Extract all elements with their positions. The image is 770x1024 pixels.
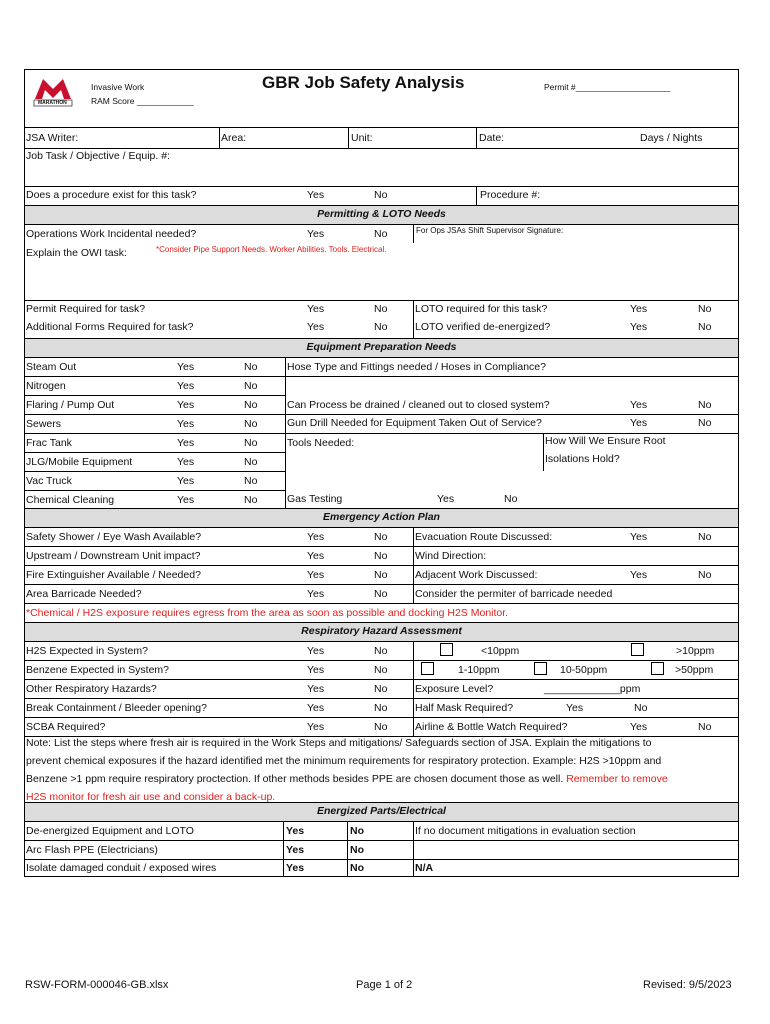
respiratory-note-red-1: Remember to remove (566, 773, 668, 785)
equipment-item-label: JLG/Mobile Equipment (26, 456, 133, 468)
respiratory-item-label: Break Containment / Bleeder opening? (26, 702, 207, 714)
gun-drill-yes[interactable]: Yes (630, 417, 648, 429)
equipment-item-yes[interactable]: Yes (177, 418, 195, 430)
evacuation-yes[interactable]: Yes (630, 531, 648, 543)
ram-score-label: RAM Score ____________ (91, 96, 194, 106)
emergency-item-no[interactable]: No (374, 588, 388, 600)
equipment-item-yes[interactable]: Yes (177, 399, 195, 411)
respiratory-item-no[interactable]: No (374, 683, 388, 695)
electrical-item-yes[interactable]: Yes (286, 843, 305, 856)
respiratory-note-red-2: H2S monitor for fresh air use and consider a back-up. (26, 791, 276, 803)
jsa-form (24, 69, 739, 877)
gt50ppm-label: >50ppm (675, 664, 714, 676)
gas-testing-yes[interactable]: Yes (437, 493, 455, 505)
emergency-item-yes[interactable]: Yes (307, 588, 325, 600)
owi-needed-label: Operations Work Incidental needed? (26, 228, 197, 240)
half-mask-no[interactable]: No (634, 702, 648, 714)
equipment-item-yes[interactable]: Yes (177, 475, 195, 487)
electrical-item-label: Isolate damaged conduit / exposed wires (26, 862, 217, 874)
electrical-item-no[interactable]: No (350, 862, 364, 874)
procedure-exist-label: Does a procedure exist for this task? (26, 189, 197, 201)
equipment-item-no[interactable]: No (244, 380, 258, 392)
loto-verified-label: LOTO verified de-energized? (415, 321, 551, 333)
page-title: GBR Job Safety Analysis (262, 73, 465, 92)
drained-yes[interactable]: Yes (630, 399, 648, 411)
date-label: Date: (479, 132, 505, 144)
respiratory-item-no[interactable]: No (374, 645, 388, 657)
gt10ppm-label: >10ppm (676, 645, 715, 657)
no-document-note: If no document mitigations in evaluation section (415, 825, 636, 837)
equipment-item-label: Flaring / Pump Out (26, 399, 115, 411)
root-isolation-label-2: Isolations Hold? (545, 453, 620, 465)
emergency-item-label: Safety Shower / Eye Wash Available? (26, 531, 202, 543)
loto-required-label: LOTO required for this task? (415, 303, 548, 315)
equipment-item-label: Steam Out (26, 361, 77, 373)
airline-label: Airline & Bottle Watch Required? (415, 721, 568, 733)
respiratory-item-yes[interactable]: Yes (307, 702, 325, 714)
loto-required-yes[interactable]: Yes (630, 303, 648, 315)
gun-drill-label: Gun Drill Needed for Equipment Taken Out of Service? (287, 417, 542, 429)
loto-required-no[interactable]: No (698, 303, 712, 315)
equipment-item-yes[interactable]: Yes (177, 361, 195, 373)
emergency-item-yes[interactable]: Yes (307, 569, 325, 581)
lt10ppm-label: <10ppm (481, 645, 520, 657)
loto-verified-yes[interactable]: Yes (630, 321, 648, 333)
tools-needed-label: Tools Needed: (287, 437, 355, 449)
respiratory-item-no[interactable]: No (374, 702, 388, 714)
additional-forms-label: Additional Forms Required for task? (26, 321, 194, 333)
equipment-item-label: Chemical Cleaning (26, 494, 115, 506)
equipment-item-no[interactable]: No (244, 361, 258, 373)
permit-required-yes[interactable]: Yes (307, 303, 325, 315)
drained-label: Can Process be drained / cleaned out to closed system? (287, 399, 550, 411)
1-10ppm-checkbox[interactable] (421, 662, 434, 675)
owi-yes[interactable]: Yes (307, 228, 325, 240)
evacuation-label: Evacuation Route Discussed: (415, 531, 553, 543)
exposure-level-field[interactable]: _____________ppm (544, 683, 641, 695)
ops-signature-label: For Ops JSAs Shift Supervisor Signature: (416, 226, 564, 235)
adjacent-work-label: Adjacent Work Discussed: (415, 569, 538, 581)
equipment-item-label: Nitrogen (26, 380, 66, 392)
electrical-section-title: Energized Parts/Electrical (317, 805, 446, 817)
emergency-item-label: Area Barricade Needed? (26, 588, 142, 600)
hose-label: Hose Type and Fittings needed / Hoses in Compliance? (287, 361, 546, 373)
airline-no[interactable]: No (698, 721, 712, 733)
electrical-item-label: Arc Flash PPE (Electricians) (26, 843, 158, 856)
respiratory-item-yes[interactable]: Yes (307, 645, 325, 657)
equipment-item-yes[interactable]: Yes (177, 494, 195, 506)
root-isolation-label-1: How Will We Ensure Root (545, 435, 666, 447)
explain-owi-label: Explain the OWI task: (26, 247, 127, 259)
form-id: RSW-FORM-000046-GB.xlsx (25, 979, 169, 991)
equipment-item-yes[interactable]: Yes (177, 380, 195, 392)
additional-forms-no[interactable]: No (374, 321, 388, 333)
equipment-item-label: Frac Tank (26, 437, 72, 449)
respiratory-note-line-2: prevent chemical exposures if the hazard identified met the minimum requirements for respiratory protection. Example: H2S >10ppm and (26, 755, 662, 767)
respiratory-item-label: Benzene Expected in System? (26, 664, 170, 676)
page-number: Page 1 of 2 (356, 979, 413, 991)
additional-forms-yes[interactable]: Yes (307, 321, 325, 333)
electrical-item-no[interactable]: No (350, 825, 364, 837)
respiratory-note-line-3-text: Benzene >1 ppm require respiratory proctection. If other methods besides PPE are chosen document those as well. (26, 773, 564, 785)
equipment-item-no[interactable]: No (244, 418, 258, 430)
h2s-egress-note: *Chemical / H2S exposure requires egress from the area as soon as possible and docking H2S Monitor. (26, 607, 509, 619)
jsa-writer-label: JSA Writer: (26, 132, 79, 144)
respiratory-item-yes[interactable]: Yes (307, 683, 325, 695)
airline-yes[interactable]: Yes (630, 721, 648, 733)
respiratory-section-title: Respiratory Hazard Assessment (301, 625, 462, 637)
drained-no[interactable]: No (698, 399, 712, 411)
adjacent-work-yes[interactable]: Yes (630, 569, 648, 581)
job-task-label: Job Task / Objective / Equip. #: (26, 150, 170, 162)
1-10ppm-label: 1-10ppm (458, 664, 500, 676)
lt10ppm-checkbox[interactable] (440, 643, 453, 656)
10-50ppm-label: 10-50ppm (560, 664, 608, 676)
electrical-item-no[interactable]: No (350, 843, 364, 856)
gun-drill-no[interactable]: No (698, 417, 712, 429)
equipment-item-label: Sewers (26, 418, 62, 430)
emergency-item-no[interactable]: No (374, 569, 388, 581)
equipment-item-yes[interactable]: Yes (177, 456, 195, 468)
respiratory-item-no[interactable]: No (374, 721, 388, 733)
emergency-item-no[interactable]: No (374, 531, 388, 543)
respiratory-item-label: H2S Expected in System? (26, 645, 148, 657)
owi-note: *Consider Pipe Support Needs. Worker Abilities. Tools. Electrical. (156, 245, 387, 254)
permit-required-no[interactable]: No (374, 303, 388, 315)
equipment-item-no[interactable]: No (244, 494, 258, 506)
respiratory-item-yes[interactable]: Yes (307, 664, 325, 676)
emergency-item-label: Upstream / Downstream Unit impact? (26, 550, 201, 562)
wind-direction-label: Wind Direction: (415, 550, 487, 562)
electrical-item-yes[interactable]: Yes (286, 862, 305, 874)
respiratory-item-label: SCBA Required? (26, 721, 106, 733)
equipment-item-label: Vac Truck (26, 475, 72, 487)
respiratory-note-line-1: Note: List the steps where fresh air is required in the Work Steps and mitigations/ Safeguards section of JSA. Explain the mitigations to (26, 737, 652, 749)
equipment-item-no[interactable]: No (244, 437, 258, 449)
owi-no[interactable]: No (374, 228, 388, 240)
permit-required-label: Permit Required for task? (26, 303, 146, 315)
respiratory-item-label: Other Respiratory Hazards? (26, 683, 157, 695)
unit-label: Unit: (351, 132, 373, 144)
electrical-item-yes[interactable]: Yes (286, 825, 305, 837)
gt10ppm-checkbox[interactable] (631, 643, 644, 656)
procedure-yes[interactable]: Yes (307, 189, 325, 201)
evacuation-no[interactable]: No (698, 531, 712, 543)
gas-testing-label: Gas Testing (287, 493, 343, 505)
half-mask-yes[interactable]: Yes (566, 702, 584, 714)
respiratory-note-line-3 (26, 773, 668, 785)
days-nights-label[interactable]: Days / Nights (640, 132, 703, 144)
equipment-item-no[interactable]: No (244, 456, 258, 468)
logo-text: MARATHON (38, 100, 67, 106)
electrical-item-label: De-energized Equipment and LOTO (26, 825, 194, 837)
emergency-item-label: Fire Extinguisher Available / Needed? (26, 569, 201, 581)
respiratory-item-no[interactable]: No (374, 664, 388, 676)
emergency-section-title: Emergency Action Plan (323, 511, 440, 523)
equipment-item-yes[interactable]: Yes (177, 437, 195, 449)
gas-testing-no[interactable]: No (504, 493, 518, 505)
procedure-number-label: Procedure #: (480, 189, 541, 201)
equipment-section-title: Equipment Preparation Needs (306, 341, 457, 353)
equipment-item-no[interactable]: No (244, 399, 258, 411)
adjacent-work-no[interactable]: No (698, 569, 712, 581)
respiratory-item-yes[interactable]: Yes (307, 721, 325, 733)
10-50ppm-checkbox[interactable] (534, 662, 547, 675)
procedure-no[interactable]: No (374, 189, 388, 201)
barricade-note: Consider the permiter of barricade needed (415, 588, 613, 600)
half-mask-label: Half Mask Required? (415, 702, 514, 714)
invasive-work-label: Invasive Work (91, 82, 145, 92)
na-label: N/A (415, 862, 434, 874)
emergency-item-yes[interactable]: Yes (307, 531, 325, 543)
permit-number-field[interactable]: Permit #____________________ (544, 82, 671, 92)
permitting-section-title: Permitting & LOTO Needs (317, 208, 446, 220)
emergency-item-yes[interactable]: Yes (307, 550, 325, 562)
emergency-item-no[interactable]: No (374, 550, 388, 562)
loto-verified-no[interactable]: No (698, 321, 712, 333)
area-label: Area: (221, 132, 247, 144)
equipment-item-no[interactable]: No (244, 475, 258, 487)
gt50ppm-checkbox[interactable] (651, 662, 664, 675)
exposure-level-label: Exposure Level? (415, 683, 494, 695)
revised-date: Revised: 9/5/2023 (643, 979, 732, 991)
